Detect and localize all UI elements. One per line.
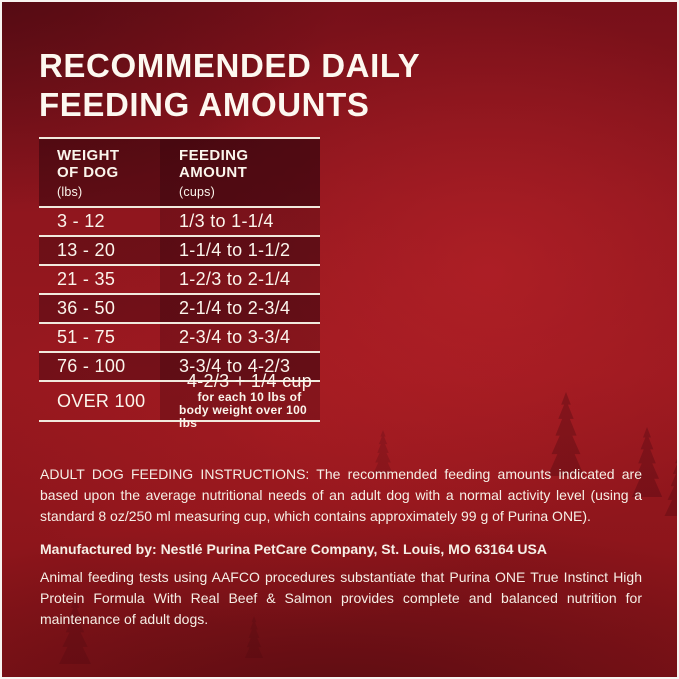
weight-cell: 13 - 20 [57, 240, 116, 260]
pine-tree-silhouette [660, 454, 679, 516]
page-title-line2: FEEDING AMOUNTS [39, 86, 370, 123]
col-header-amount-unit: (cups) [179, 184, 215, 199]
table-row-over-100 [39, 371, 320, 430]
table-row [39, 208, 320, 235]
page-title [39, 46, 420, 124]
amount-main: 4-2/3 + 1/4 cup [186, 371, 313, 391]
col-header-amount-line2: AMOUNT [179, 163, 248, 181]
page-title-line1: RECOMMENDED DAILY [39, 47, 421, 84]
amount-cell: 2-3/4 to 3-3/4 [160, 324, 320, 351]
col-header-weight-line1: WEIGHT [57, 146, 120, 164]
amount-cell: 1-2/3 to 2-1/4 [160, 266, 320, 293]
col-header-amount [160, 139, 320, 206]
col-header-amount-line1: FEEDING [179, 146, 249, 164]
amount-cell [160, 371, 320, 430]
weight-cell: 36 - 50 [57, 298, 116, 318]
weight-cell: 51 - 75 [57, 327, 116, 347]
amount-cell: 1-1/4 to 1-1/2 [160, 237, 320, 264]
manufacturer-text: Manufactured by: Nestlé Purina PetCare Company, St. Louis, MO 63164 USA [40, 541, 547, 557]
amount-cell: 3-3/4 to 4-2/3 [160, 353, 320, 380]
col-header-weight-line2: OF DOG [57, 163, 119, 181]
amount-cell: 1/3 to 1-1/4 [160, 208, 320, 235]
col-header-weight [39, 139, 160, 206]
table-row [39, 237, 320, 264]
table-row [39, 295, 320, 322]
weight-cell: OVER 100 [57, 390, 146, 411]
table-row [39, 324, 320, 351]
feeding-instructions-text: ADULT DOG FEEDING INSTRUCTIONS: The recommended feeding amounts indicated are based upon the average nutritional needs of an adult dog with a normal activity level (using a standard 8 oz/250 ml measuring cup, which contains approximately 99 g of Purina ONE). [40, 466, 642, 524]
amount-note: for each 10 lbs of [197, 390, 302, 404]
col-header-weight-unit: (lbs) [57, 184, 83, 199]
weight-cell: 3 - 12 [57, 211, 105, 231]
weight-cell: 76 - 100 [57, 356, 126, 376]
amount-cell: 2-1/4 to 2-3/4 [160, 295, 320, 322]
table-row [39, 266, 320, 293]
amount-note: body weight over 100 lbs [179, 403, 308, 430]
aafco-statement-text: Animal feeding tests using AAFCO procedures substantiate that Purina ONE True Instinct High Protein Formula With Real Beef & Salmon provides complete and balanced nutrition for maintenance of adult dogs. [40, 569, 642, 627]
weight-cell: 21 - 35 [57, 269, 116, 289]
table-header-row [39, 139, 320, 206]
feeding-table [39, 137, 320, 430]
